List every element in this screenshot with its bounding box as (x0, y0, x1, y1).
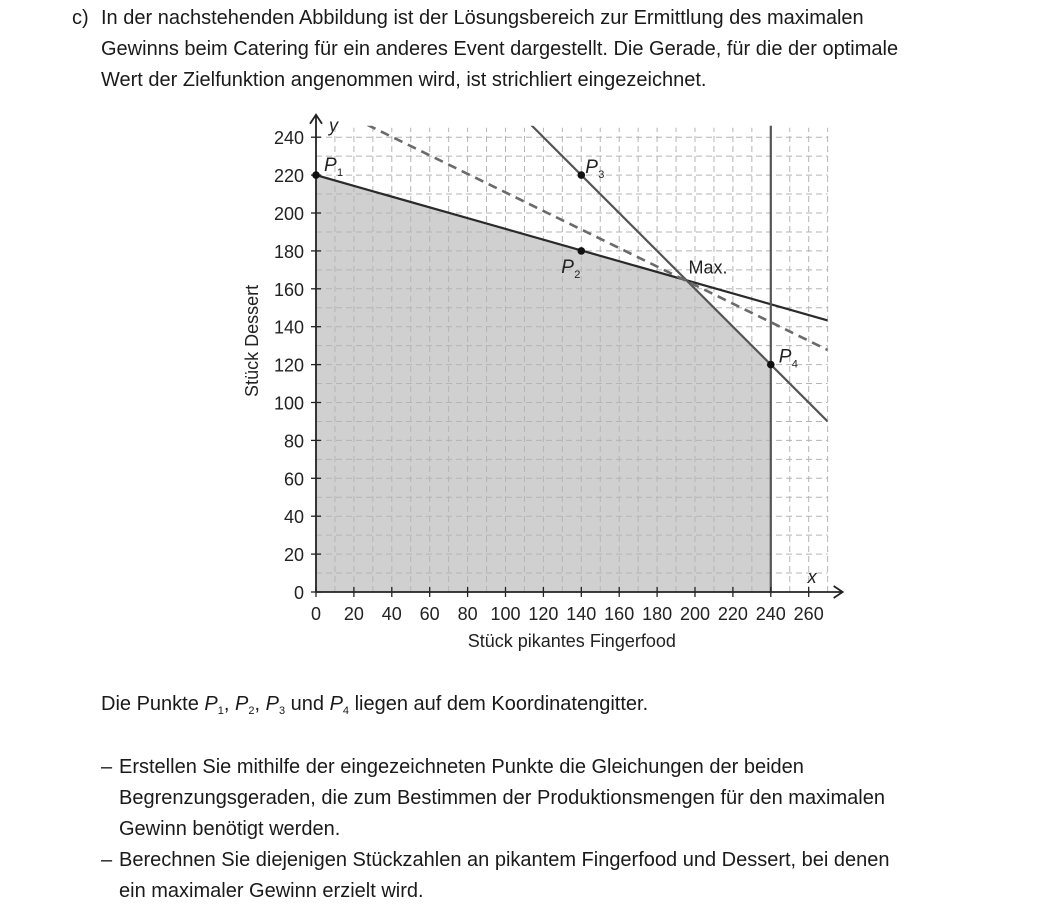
task-1-line-3: Gewinn benötigt werden. (119, 818, 341, 840)
y-axis-title: Stück Dessert (242, 284, 262, 397)
points-prefix: Die Punkte (101, 693, 199, 715)
task-1-line-2: Begrenzungsgeraden, die zum Bestimmen der Produktionsmengen für den maximalen (119, 787, 885, 809)
x-tick-label: 260 (793, 604, 824, 624)
point-label-p4: P (778, 346, 792, 368)
y-tick-label: 0 (293, 583, 304, 603)
y-tick-label: 180 (273, 241, 304, 262)
point-label-p2: P (561, 256, 574, 278)
x-axis-letter: x (807, 567, 817, 587)
point-p3 (578, 171, 586, 179)
question-label: c) (72, 7, 89, 29)
point-p2 (578, 247, 586, 255)
and-word: und (290, 693, 324, 715)
task-1-dash: – (101, 756, 113, 778)
x-tick-label: 140 (566, 604, 597, 624)
point-label-p3: P (585, 157, 598, 179)
point-p2-name: P (235, 693, 249, 715)
x-tick-label: 180 (642, 604, 673, 624)
y-tick-label: 220 (273, 166, 304, 187)
x-tick-label: 40 (381, 604, 402, 624)
x-tick-label: 100 (490, 604, 521, 624)
point-subscript-p3: 3 (598, 169, 605, 182)
y-axis-letter: y (329, 115, 338, 136)
task-1 (101, 752, 1001, 845)
point-p2-sub: 2 (248, 705, 255, 717)
x-tick-label: 120 (528, 604, 559, 624)
x-tick-label: 240 (755, 604, 786, 624)
intro-line-2: Gewinns beim Catering für ein anderes Event dargestellt. Die Gerade, für die der optimale (101, 38, 899, 60)
max-label: Max. (688, 257, 728, 278)
point-p4-name: P (329, 693, 343, 715)
y-tick-label: 160 (273, 279, 304, 300)
y-tick-label: 100 (273, 393, 304, 414)
y-tick-label: 200 (273, 204, 304, 224)
task-2-line-1: Berechnen Sie diejenigen Stückzahlen an pikantem Fingerfood und Dessert, bei denen (119, 849, 890, 871)
y-tick-label: 40 (283, 507, 304, 528)
task-2-line-2: ein maximaler Gewinn erzielt wird. (119, 880, 424, 902)
y-tick-label: 20 (283, 545, 304, 566)
x-tick-label: 200 (679, 604, 711, 624)
y-tick-label: 80 (283, 431, 304, 452)
point-subscript-p1: 1 (337, 167, 344, 180)
x-tick-label: 220 (717, 604, 748, 624)
point-p1-sub: 1 (217, 705, 224, 717)
point-p1-name: P (204, 693, 218, 715)
x-tick-label: 80 (457, 604, 478, 624)
y-tick-label: 60 (283, 469, 304, 490)
points-sentence (101, 689, 648, 727)
point-p1 (312, 171, 320, 179)
task-2 (101, 845, 1001, 907)
point-p3-sub: 3 (278, 705, 286, 717)
y-tick-label: 240 (273, 128, 304, 149)
task-1-line-1: Erstellen Sie mithilfe der eingezeichneten Punkte die Gleichungen der beiden (119, 756, 804, 778)
intro-line-3: Wert der Zielfunktion angenommen wird, ist strichliert eingezeichnet. (101, 69, 707, 91)
x-axis-title: Stück pikantes Fingerfood (467, 631, 676, 651)
points-suffix: liegen auf dem Koordinatengitter. (354, 693, 649, 715)
task-2-dash: – (101, 849, 113, 871)
point-p3-name: P (265, 693, 279, 715)
x-tick-label: 20 (343, 604, 364, 624)
point-subscript-p4: 4 (791, 358, 798, 371)
point-subscript-p2: 2 (574, 268, 581, 281)
point-label-p1: P (324, 155, 337, 177)
y-tick-label: 140 (273, 317, 304, 338)
sep-2: , (254, 693, 261, 715)
point-p4 (767, 361, 775, 369)
point-p4-sub: 4 (342, 705, 350, 717)
sep-1: , (223, 693, 230, 715)
intro-line-1: In der nachstehenden Abbildung ist der Lösungsbereich zur Ermittlung des maximalen (101, 7, 864, 29)
x-tick-label: 160 (604, 604, 635, 624)
y-tick-label: 120 (273, 355, 304, 376)
x-tick-label: 0 (310, 604, 322, 624)
x-tick-label: 60 (419, 604, 440, 624)
